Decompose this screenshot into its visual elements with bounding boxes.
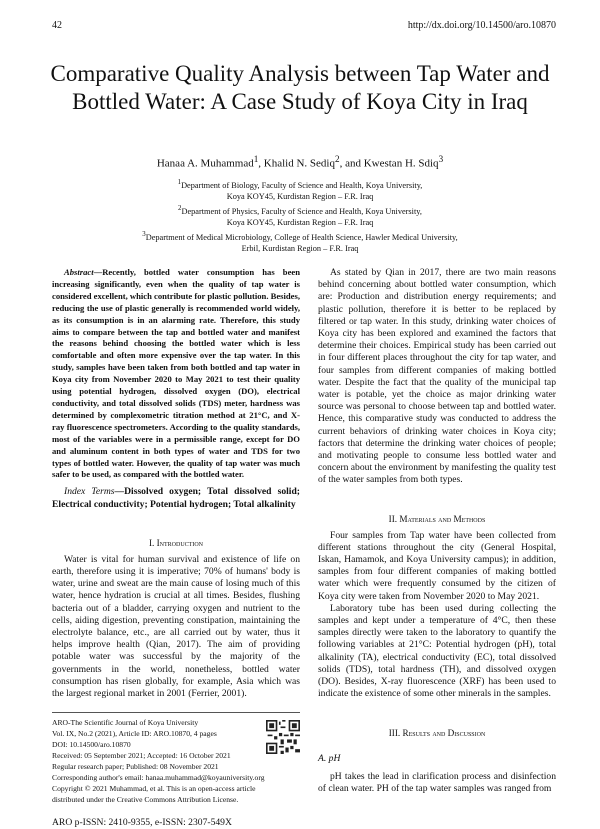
aff-line: Department of Biology, Faculty of Science and Health, Koya University, bbox=[181, 180, 423, 190]
paragraph: As stated by Qian in 2017, there are two main reasons behind concerning about bottled water consumption, which are: Production and distribution energy requirements; and plastic pollution, therefore it is better to be replaced by filtered or tap water. In this study, drinking water choices of Koya city has been explored and examined the factors that determine their choices. Empirical study has been carried out in four different places throughout the city for tap water, and four samples from different companies of making bottled water. Despite the fact that the quality of the municipal tap water is potable, yet the choice as major drinking water source was personal to choose between tap and bottled water. Hence, this comparative study was conducted to address the current behaviors of drinking water choices in Koya city; factors that determine the drinking water choices of people; and motivating people to consume less bottled water and concern about the environment by manifesting the quality test of the water samples from both types. bbox=[318, 267, 556, 486]
author-list: Hanaa A. Muhammad$^1$, Khalid N. Sediq$^2$, and Kwestan H. Sdiq$^3$ bbox=[156, 154, 444, 170]
corresponding-email[interactable]: Corresponding author's email: hanaa.muhammad@koyauniversity.org bbox=[52, 773, 265, 783]
abstract-label: Abstract bbox=[64, 267, 94, 277]
doi: DOI: 10.14500/aro.10870 bbox=[52, 740, 131, 750]
article-info bbox=[52, 717, 300, 805]
issn: ARO p-ISSN: 2410-9355, e-ISSN: 2307-549X bbox=[52, 817, 232, 829]
aff-line: Department of Medical Microbiology, College of Health Science, Hawler Medical University, bbox=[145, 232, 458, 242]
affiliation bbox=[0, 203, 600, 229]
introduction-text bbox=[52, 554, 300, 700]
paragraph: pH takes the lead in clarification process and disinfection of clean water. PH of the tap water samples was ranged from bbox=[318, 770, 556, 794]
paragraph: Laboratory tube has been used during collecting the samples and kept under a temperature of 4°C, then these samples directly were taken to the laboratory to quantify the following variables at 21°C: Potential hydrogen (pH), total alkalinity (TA), electrical conductivity (EC), total dissolved solids (TDS), total hardness (TH), and dissolved oxygen (DO). Besides, X-ray fluorescence (XRF) has been used to indicate the existence of some other minerals in the samples. bbox=[318, 602, 556, 700]
intro-continued bbox=[318, 267, 556, 487]
doi-link[interactable]: http://dx.doi.org/10.14500/aro.10870 bbox=[407, 20, 556, 31]
section-heading-introduction: I. Introduction bbox=[148, 537, 204, 548]
paragraph: Four samples from Tap water have been collected from different stations throughout the city (General Hospital, Iskan, Hamamok, and Koya University campus); in addition, samples from four different companies of making bottled water which were frequently consumed by the citizen of Koya city were taken from November 2020 to May 2021. bbox=[318, 529, 556, 602]
subsection-heading-ph: A. pH bbox=[318, 752, 341, 764]
author-sup: 1 bbox=[253, 154, 259, 164]
right-column bbox=[318, 267, 556, 795]
methods-text bbox=[318, 530, 556, 701]
aff-num: 1 bbox=[177, 179, 182, 186]
aff-num: 3 bbox=[142, 231, 146, 238]
abstract-text: —Recently, bottled water consumption has been increasing significantly, even when the quality of tap water is considered excellent, which contribute for plastic pollution. Besides, reducing the use of plastic generally is recommended world widely, as its consumption is in an alarming rate. Therefore, this study aims to compare between the tap and bottled water and manifest the reasons behind choosing the bottled water which is less comfortable and often more expensive over the tap water. In this study, samples have been taken from both bottled and tap water in Koya city from November 2020 to May 2021 to test their quality using potential hydrogen, dissolved oxygen (DO), electrical conductivity, and total dissolved solids (TDS) meter, hardness was determined by complexometric titration method at 21°C, and X-ray fluorescence spectrometers. According to the quality standards, most of the variables were in a permissible range, except for DO and aluminum content in both types of water and TDS for two types of bottled water. However, the quality of tap water was much safer to be used, as compared with the bottled water. bbox=[52, 267, 300, 480]
license: distributed under the Creative Commons Attribution License. bbox=[52, 795, 239, 805]
author: Khalid N. Sediq bbox=[263, 157, 335, 170]
aff-line: Department of Physics, Faculty of Science and Health, Koya University, bbox=[181, 206, 422, 216]
paper-type: Regular research paper; Published: 08 November 2021 bbox=[52, 762, 219, 772]
divider bbox=[52, 712, 300, 713]
abstract bbox=[52, 267, 300, 481]
author: Hanaa A. Muhammad bbox=[156, 157, 254, 170]
aff-line: Koya KOY45, Kurdistan Region – F.R. Iraq bbox=[226, 218, 374, 228]
copyright: Copyright © 2021 Muhammad, et al. This is an open-access article bbox=[52, 784, 256, 794]
paper-title: Comparative Quality Analysis between Tap Water and Bottled Water: A Case Study of Koya City in Iraq bbox=[50, 61, 550, 114]
volume-info: Vol. IX, No.2 (2021), Article ID: ARO.10870, 4 pages bbox=[52, 729, 217, 739]
left-column bbox=[52, 267, 300, 829]
journal-name: ARO-The Scientific Journal of Koya University bbox=[52, 718, 199, 728]
author-sup: 2 bbox=[334, 154, 340, 164]
dates: Received: 05 September 2021; Accepted: 16 October 2021 bbox=[52, 751, 231, 761]
affiliation bbox=[0, 177, 600, 203]
index-terms-text: —Dissolved oxygen; Total dissolved solid; Electrical conductivity; Potential hydrogen; Total alkalinity bbox=[52, 486, 300, 510]
paragraph: Water is vital for human survival and existence of life on earth, therefore using it is imperative; 70% of humans' body is water, urine and sweat are the main cause of losing much of this water, hence hydration is crucial at all times. Besides, flushing bacteria out of a bladder, carrying oxygen and nutrient to the cells, aiding digestion, preventing constipation, maintaining the electrolyte balance, etc., are all carried out by water, thus it helps improve health (Qian, 2017). The aim of providing potable water was successful by the majority of the governments in the world, nonetheless, bottled water consumption has risen globally, for example, Asia which was the largest regional market in 2001 (Ferrier, 2001). bbox=[52, 553, 300, 699]
section-heading-results: III. Results and Discussion bbox=[388, 727, 486, 738]
page-number: 42 bbox=[52, 20, 62, 31]
aff-line: Koya KOY45, Kurdistan Region – F.R. Iraq bbox=[226, 192, 374, 202]
ph-text bbox=[318, 771, 556, 795]
affiliation bbox=[0, 229, 600, 255]
aff-line: Erbil, Kurdistan Region – F.R. Iraq bbox=[241, 244, 359, 254]
index-terms-label: Index Terms bbox=[64, 486, 115, 498]
section-heading-methods: II. Materials and Methods bbox=[388, 513, 486, 524]
qr-code-icon bbox=[266, 720, 300, 754]
aff-num: 2 bbox=[178, 205, 182, 212]
author: Kwestan H. Sdiq bbox=[363, 157, 439, 170]
author-sup: 3 bbox=[438, 154, 444, 164]
index-terms bbox=[52, 486, 300, 510]
